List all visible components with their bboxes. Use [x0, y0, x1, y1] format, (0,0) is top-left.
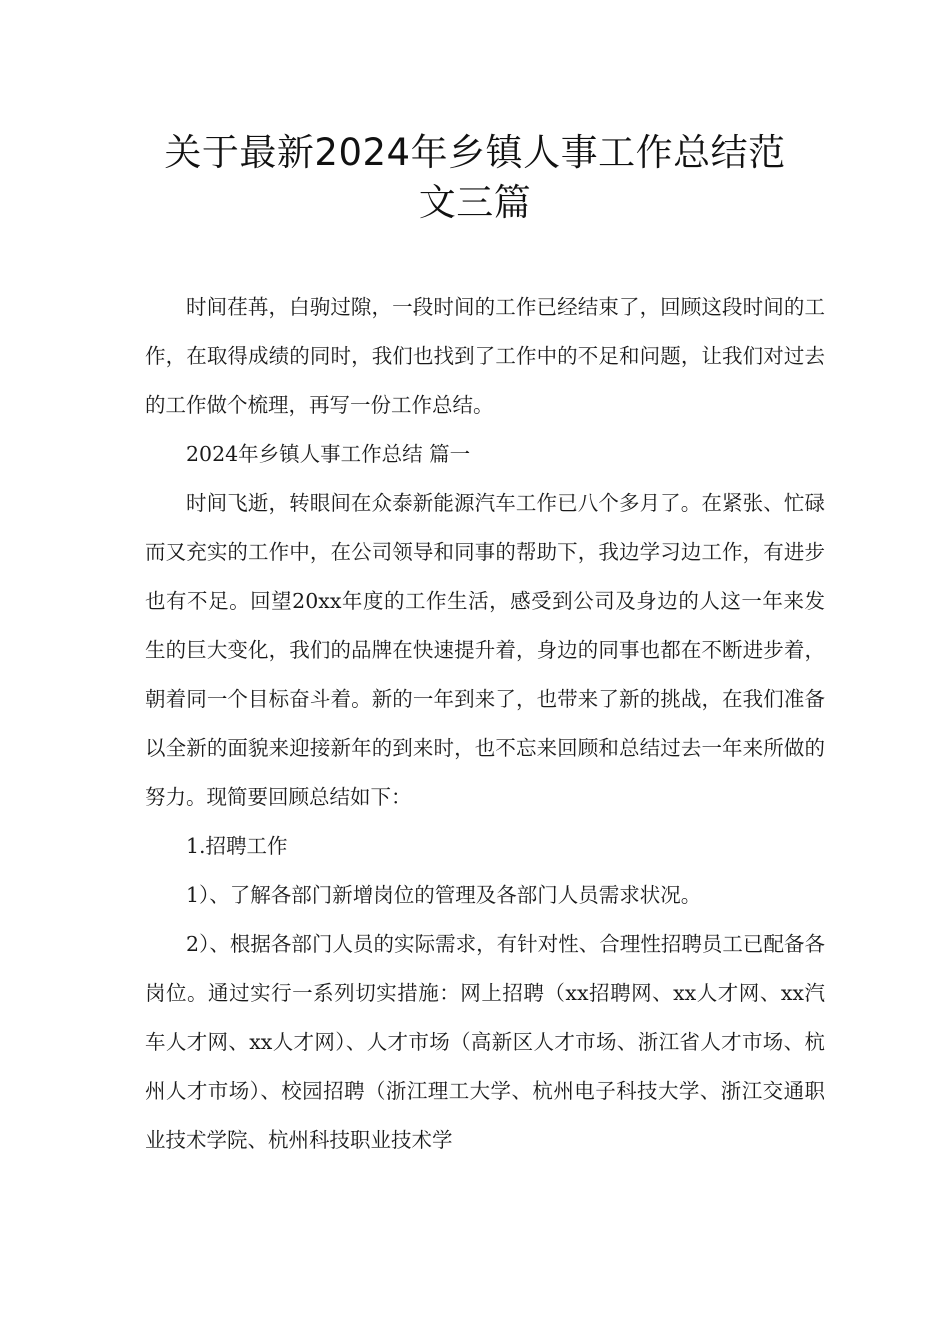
title-line-2: 文三篇 — [418, 181, 532, 224]
title-line-1: 关于最新2024年乡镇人事工作总结范 — [164, 131, 786, 174]
intro-paragraph: 时间荏苒，白驹过隙，一段时间的工作已经结束了，回顾这段时间的工作，在取得成绩的同时，我们也找到了工作中的不足和问题，让我们对过去的工作做个梳理，再写一份工作总结。 — [145, 295, 825, 417]
document-body — [145, 283, 825, 1165]
document-title — [140, 128, 810, 228]
section-heading: 2024年乡镇人事工作总结 篇一 — [186, 442, 471, 466]
body-paragraph: 时间飞逝，转眼间在众泰新能源汽车工作已八个多月了。在紧张、忙碌而又充实的工作中，在公司领导和同事的帮助下，我边学习边工作，有进步也有不足。回望20xx年度的工作生活，感受到公司及身边的人这一年来发生的巨大变化，我们的品牌在快速提升着，身边的同事也都在不断进步着，朝着同一个目标奋斗着。新的一年到来了，也带来了新的挑战，在我们准备以全新的面貌来迎接新年的到来时，也不忘来回顾和总结过去一年来所做的努力。现简要回顾总结如下： — [145, 491, 825, 809]
list-item: 1）、了解各部门新增岗位的管理及各部门人员需求状况。 — [186, 883, 702, 907]
subsection-heading: 1.招聘工作 — [186, 834, 288, 858]
list-item: 2）、根据各部门人员的实际需求，有针对性、合理性招聘员工已配备各岗位。通过实行一系列切实措施：网上招聘（xx招聘网、xx人才网、xx汽车人才网、xx人才网）、人才市场（高新区人才市场、浙江省人才市场、杭州人才市场）、校园招聘（浙江理工大学、杭州电子科技大学、浙江交通职业技术学院、杭州科技职业技术学 — [145, 932, 825, 1152]
